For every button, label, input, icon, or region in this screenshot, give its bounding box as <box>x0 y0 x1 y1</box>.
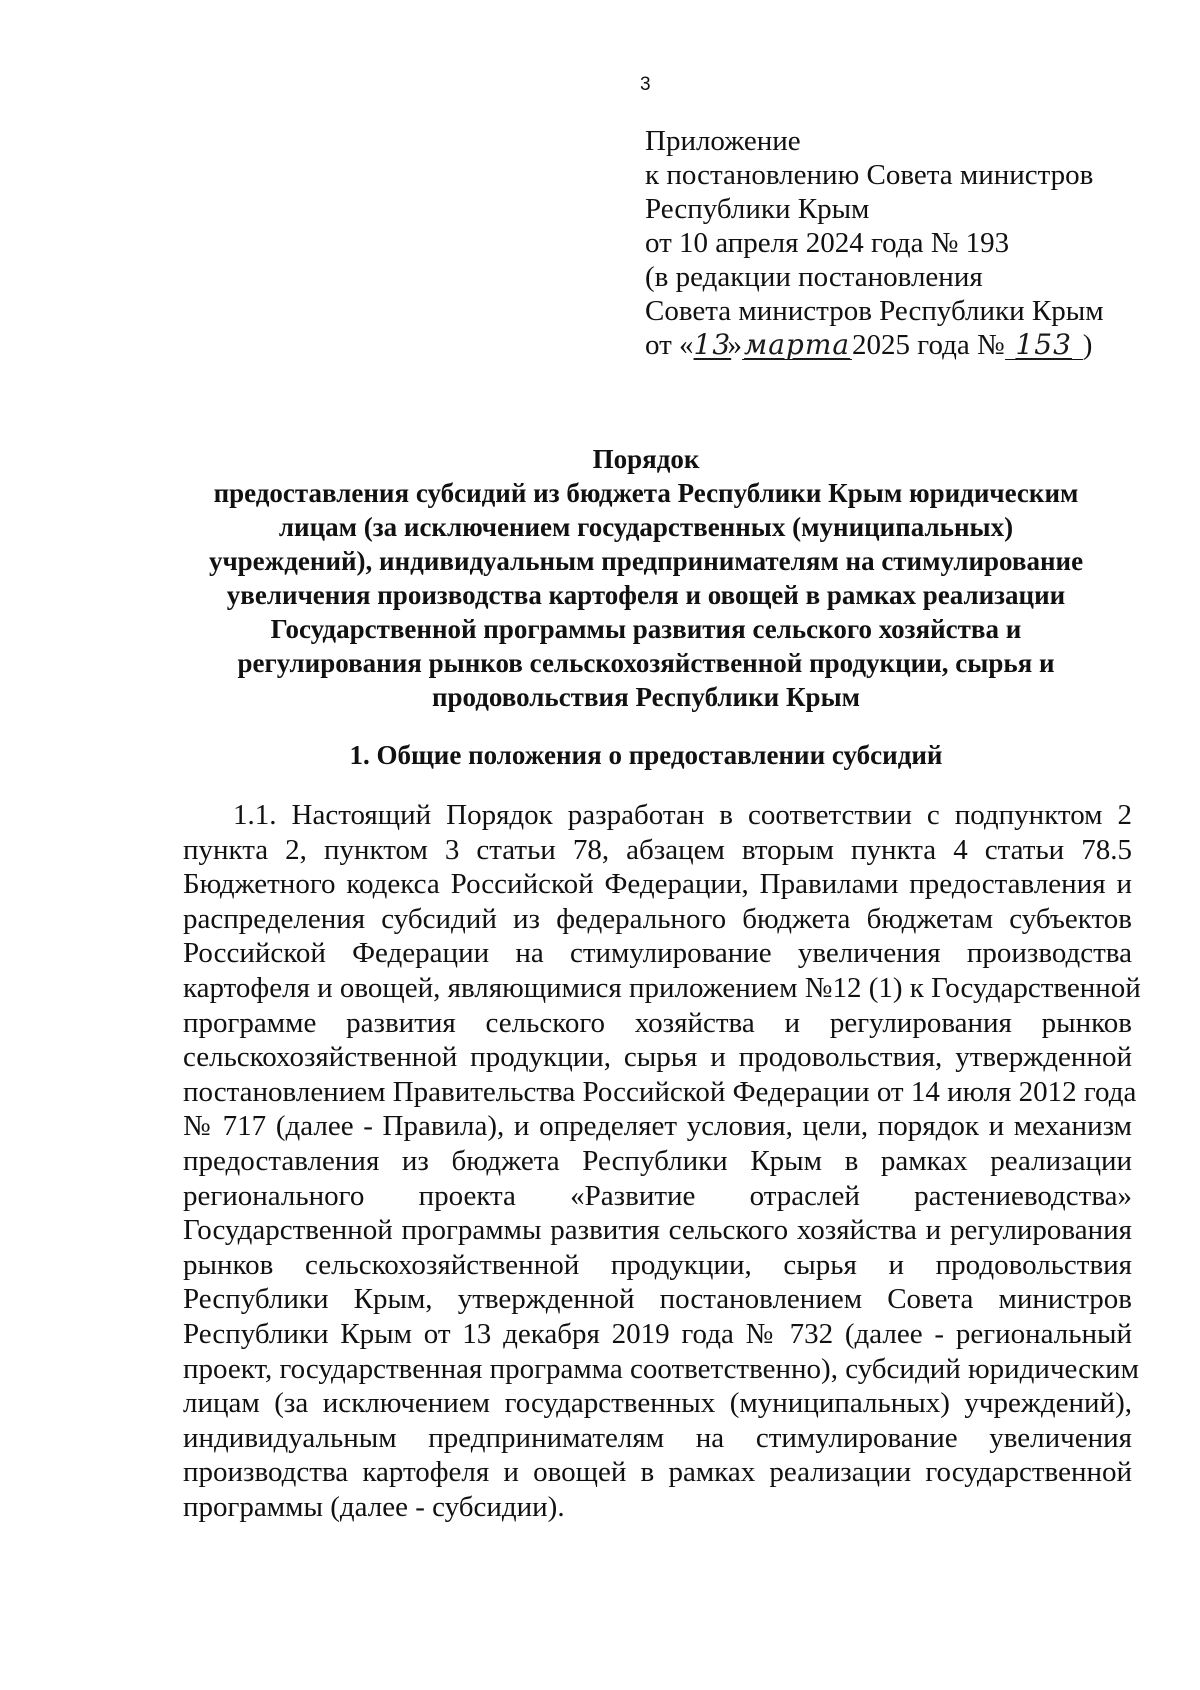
paragraph-line: проект, государственная программа соответственно), субсидий юридическим <box>183 1352 1139 1385</box>
appendix-line: (в редакции постановления <box>645 261 983 293</box>
title-heading: Порядок <box>592 444 700 474</box>
paragraph-line: распределения субсидий из федерального бюджета бюджетам субъектов <box>183 902 1132 935</box>
date-suffix: ) <box>1082 329 1093 361</box>
paragraph-line: Бюджетного кодекса Российской Федерации, Правилами предоставления и <box>183 868 1132 901</box>
title-line: регулирования рынков сельскохозяйственной продукции, сырья и <box>237 648 1055 678</box>
title-line: Государственной программы развития сельского хозяйства и <box>270 614 1022 644</box>
title-line: предоставления субсидий из бюджета Республики Крым юридическим <box>213 478 1079 508</box>
document-title <box>160 442 1132 714</box>
title-line: увеличения производства картофеля и овощей в рамках реализации <box>226 580 1066 610</box>
date-mid: » <box>727 329 743 361</box>
paragraph-line: пункта 2, пунктом 3 статьи 78, абзацем вторым пункта 4 статьи 78.5 <box>183 833 1132 866</box>
handwritten-month: марта <box>744 328 851 361</box>
paragraph-line: картофеля и овощей, являющимися приложением №12 (1) к Государственной <box>183 971 1141 1004</box>
appendix-line: от 10 апреля 2024 года № 193 <box>645 227 1010 259</box>
paragraph-line: программе развития сельского хозяйства и регулирования рынков <box>183 1006 1132 1039</box>
appendix-line: Приложение <box>645 125 801 157</box>
paragraph-1-1 <box>183 798 1141 1524</box>
appendix-date-line <box>645 328 1104 362</box>
section-heading: 1. Общие положения о предоставлении субсидий <box>349 740 943 770</box>
paragraph-line: производства картофеля и овощей в рамках реализации государственной <box>183 1456 1132 1489</box>
paragraph-line: программы (далее - субсидии). <box>183 1490 565 1523</box>
appendix-block <box>645 124 1104 362</box>
date-prefix: от « <box>645 329 694 361</box>
paragraph-line: № 717 (далее - Правила), и определяет условия, цели, порядок и механизм <box>183 1110 1132 1143</box>
appendix-line: Совета министров Республики Крым <box>645 295 1104 327</box>
title-line: продовольствия Республики Крым <box>431 682 861 712</box>
paragraph-line: Республики Крым, утвержденной постановлением Совета министров <box>183 1283 1132 1316</box>
paragraph-line: Республики Крым от 13 декабря 2019 года № 732 (далее - региональный <box>183 1317 1132 1350</box>
paragraph-line: рынков сельскохозяйственной продукции, сырья и продовольствия <box>183 1248 1132 1281</box>
paragraph-line: Российской Федерации на стимулирование увеличения производства <box>183 937 1132 970</box>
paragraph-line: сельскохозяйственной продукции, сырья и продовольствия, утвержденной <box>183 1041 1132 1074</box>
paragraph-line: 1.1. Настоящий Порядок разработан в соответствии с подпунктом 2 <box>233 799 1132 831</box>
date-year: 2025 года № <box>852 329 1005 361</box>
title-line: учреждений), индивидуальным предпринимателям на стимулирование <box>208 546 1084 576</box>
paragraph-line: постановлением Правительства Российской Федерации от 14 июля 2012 года <box>183 1075 1137 1108</box>
handwritten-number: 153 <box>1005 331 1083 360</box>
appendix-line: Республики Крым <box>645 193 870 225</box>
paragraph-line: Государственной программы развития сельского хозяйства и регулирования <box>183 1214 1132 1247</box>
paragraph-line: индивидуальным предпринимателям на стимулирование увеличения <box>183 1421 1132 1454</box>
paragraph-line: лицам (за исключением государственных (муниципальных) учреждений), <box>183 1387 1132 1420</box>
paragraph-line: предоставления из бюджета Республики Крым в рамках реализации <box>183 1144 1132 1177</box>
paragraph-line: регионального проекта «Развитие отраслей растениеводства» <box>183 1179 1132 1212</box>
appendix-line: к постановлению Совета министров <box>645 159 1094 191</box>
title-line: лицам (за исключением государственных (муниципальных) <box>278 512 1014 542</box>
page-number: 3 <box>640 74 651 95</box>
handwritten-day: 13 <box>693 328 732 361</box>
